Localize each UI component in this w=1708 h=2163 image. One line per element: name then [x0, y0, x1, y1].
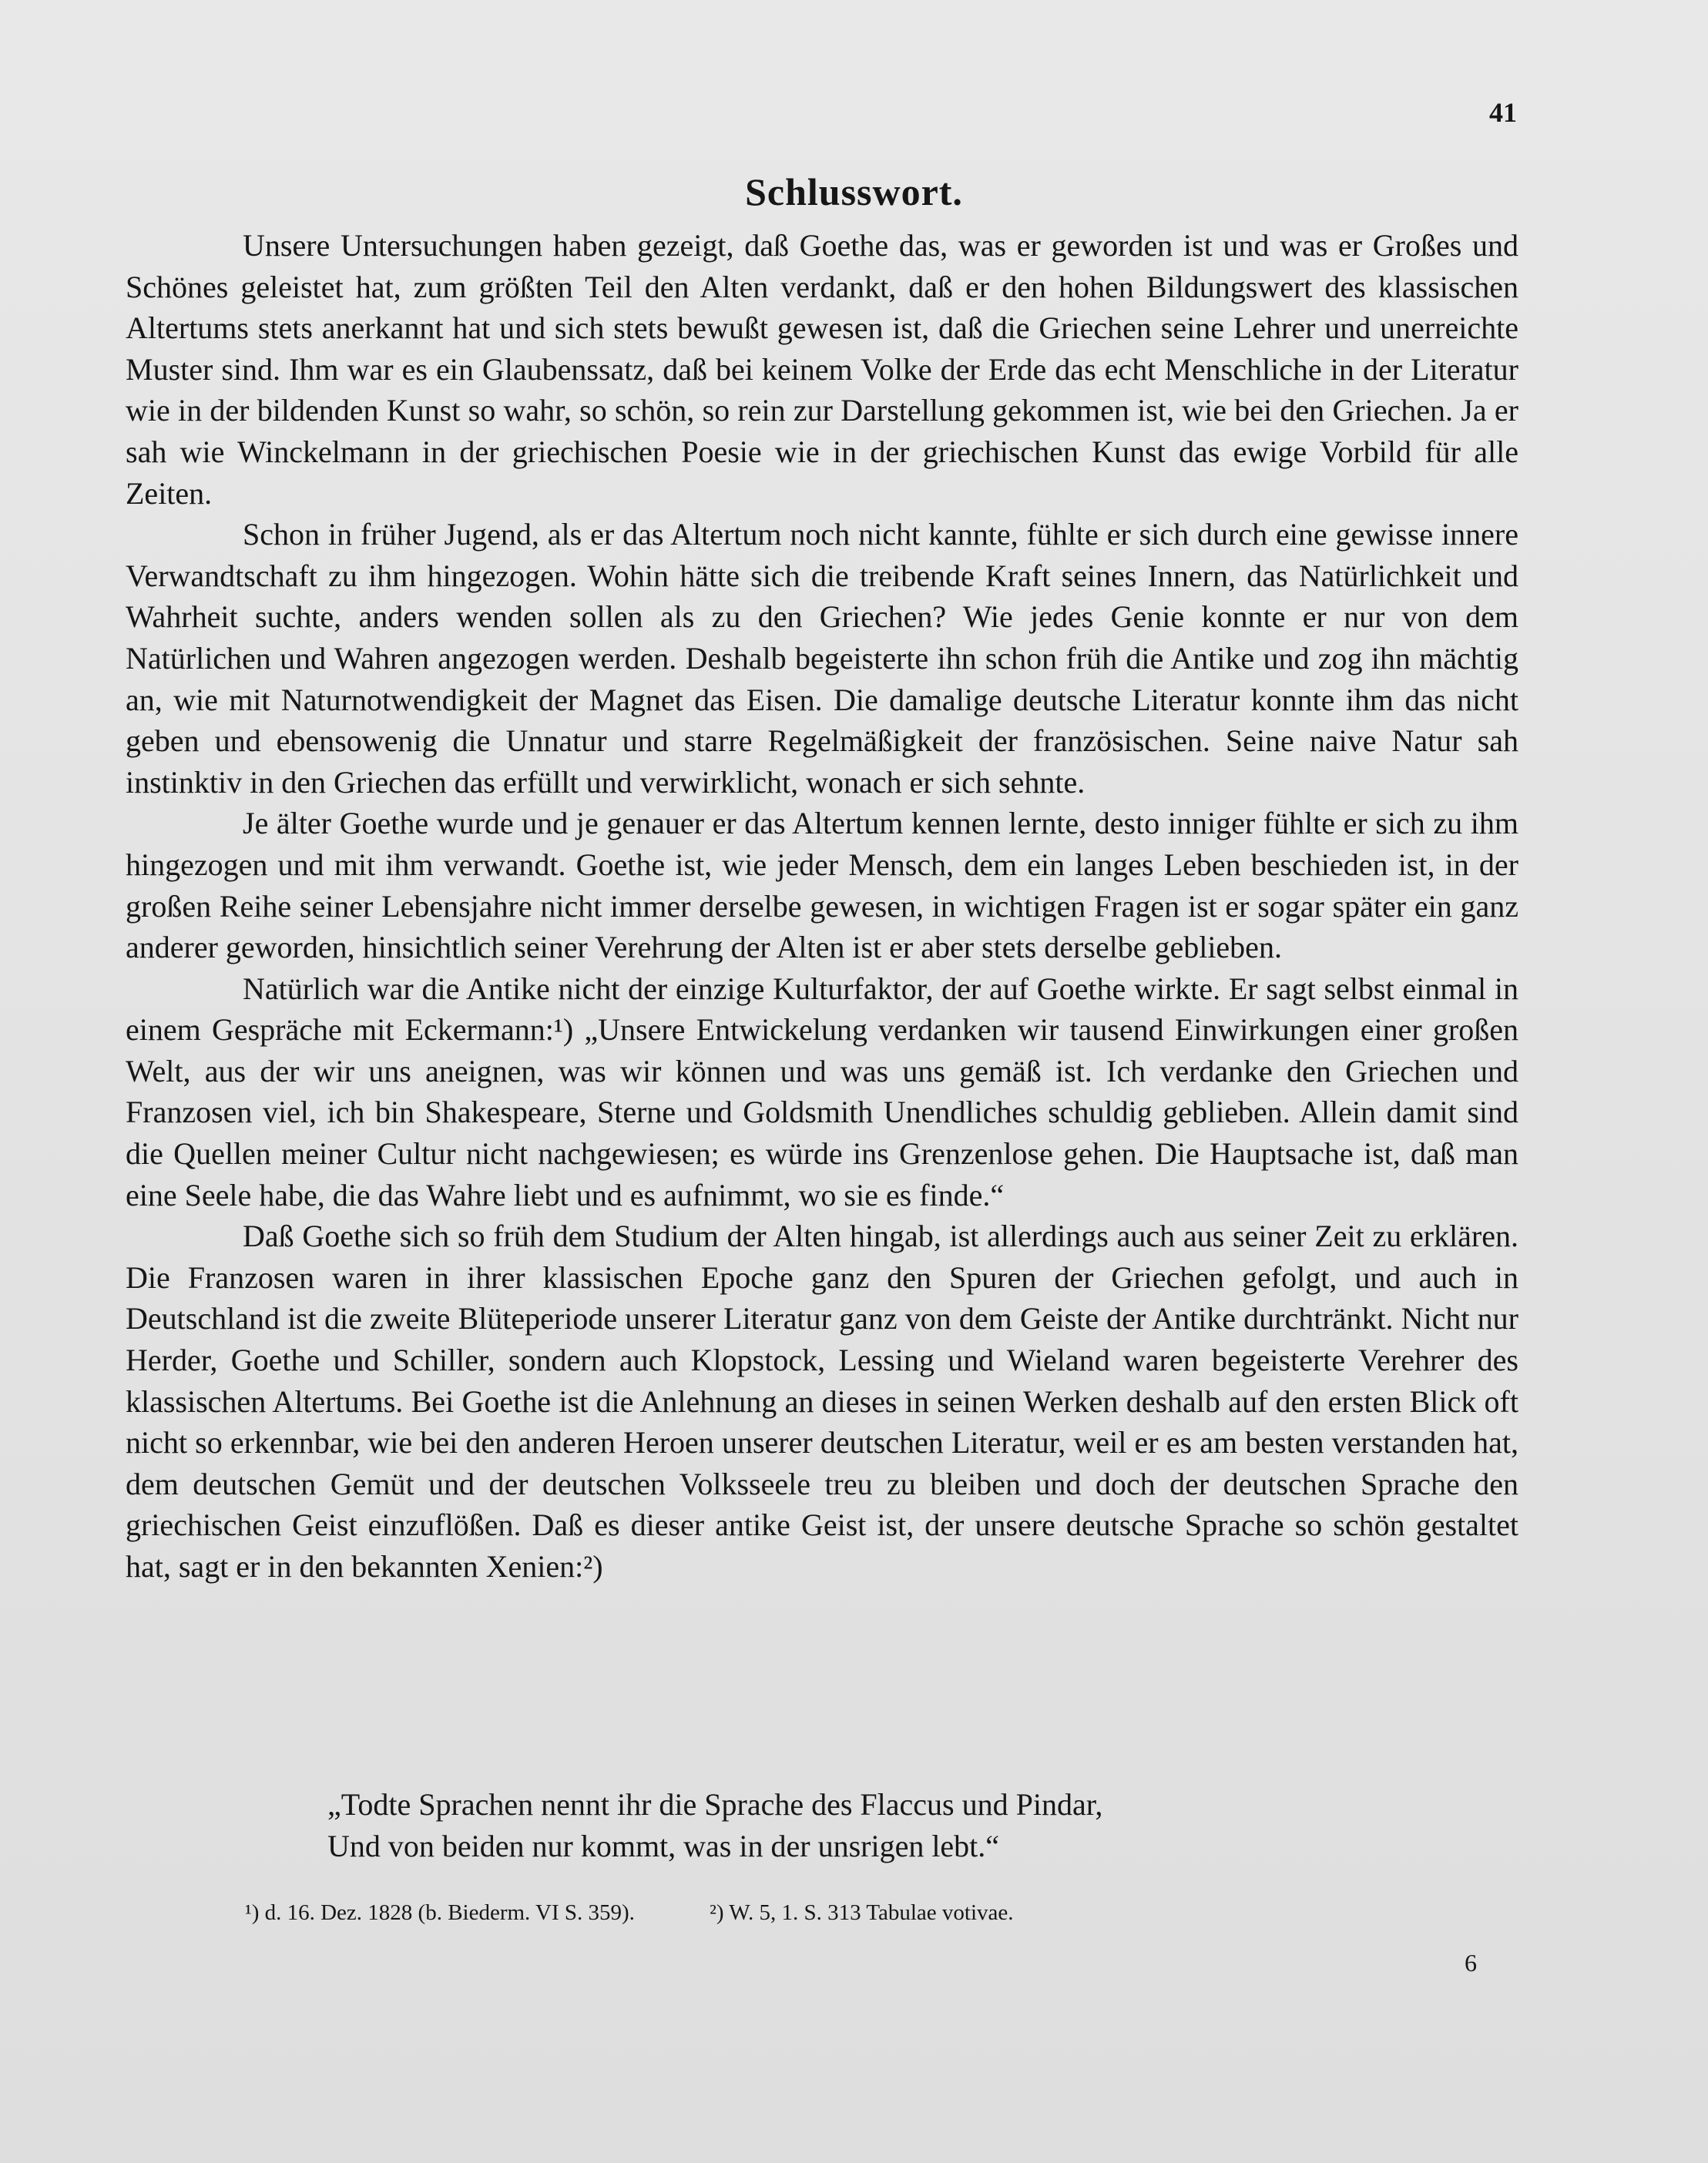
- body-text: [126, 225, 1518, 1588]
- paragraph-5: Daß Goethe sich so früh dem Studium der Alten hingab, ist allerdings auch aus seiner Zeit zu erklären. Die Franzosen waren in ihrer klassischen Epoche ganz den Spuren der Griechen gefolgt, und auch in Deutschland ist die zweite Blüteperiode unserer Literatur ganz von dem Geiste der Antike durchtränkt. Nicht nur Herder, Goethe und Schiller, sondern auch Klopstock, Lessing und Wieland waren begeisterte Verehrer des klassischen Altertums. Bei Goethe ist die Anlehnung an dieses in seinen Werken deshalb auf den ersten Blick oft nicht so erkennbar, wie bei den anderen Heroen unserer deutschen Literatur, weil er es am besten verstanden hat, dem deutschen Gemüt und der deutschen Volksseele treu zu bleiben und doch der deutschen Sprache den griechischen Geist einzuflößen. Daß es dieser antike Geist ist, der unsere deutsche Sprache so schön gestaltet hat, sagt er in den bekannten Xenien:²): [126, 1219, 1518, 1584]
- signature-mark: 6: [1465, 1949, 1477, 1977]
- paragraph-4: Natürlich war die Antike nicht der einzige Kulturfaktor, der auf Goethe wirkte. Er sagt selbst einmal in einem Gespräche mit Eckermann:¹) „Unsere Entwickelung verdanken wir tausend Einwirkungen einer großen Welt, aus der wir uns aneignen, was wir können und was uns gemäß ist. Ich verdanke den Griechen und Franzosen viel, ich bin Shakespeare, Sterne und Goldsmith Unendliches schuldig geblieben. Allein damit sind die Quellen meiner Cultur nicht nachgewiesen; es würde ins Grenzenlose gehen. Die Hauptsache ist, daß man eine Seele habe, die das Wahre liebt und es aufnimmt, wo sie es finde.“: [126, 971, 1518, 1212]
- footnotes: [245, 1900, 1555, 1926]
- paragraph-2: Schon in früher Jugend, als er das Altertum noch nicht kannte, fühlte er sich durch eine gewisse innere Verwandtschaft zu ihm hingezogen. Wohin hätte sich die treibende Kraft seines Innern, das Natürlichkeit und Wahrheit suchte, anders wenden sollen als zu den Griechen? Wie jedes Genie konnte er nur von dem Natürlichen und Wahren angezogen werden. Deshalb begeisterte ihn schon früh die Antike und zog ihn mächtig an, wie mit Naturnotwendigkeit der Magnet das Eisen. Die damalige deutsche Literatur konnte ihm das nicht geben und ebensowenig die Unnatur und starre Regelmäßigkeit der französischen. Seine naive Natur sah instinktiv in den Griechen das erfüllt und verwirklicht, wonach er sich sehnte.: [126, 517, 1518, 800]
- footnote-1: ¹) d. 16. Dez. 1828 (b. Biederm. VI S. 359).: [245, 1900, 635, 1925]
- paragraph-1: Unsere Untersuchungen haben gezeigt, daß Goethe das, was er geworden ist und was er Großes und Schönes geleistet hat, zum größten Teil den Alten verdankt, daß er den hohen Bildungswert des klassischen Altertums stets anerkannt hat und sich stets bewußt gewesen ist, daß die Griechen seine Lehrer und unerreichte Muster sind. Ihm war es ein Glaubenssatz, daß bei keinem Volke der Erde das echt Menschliche in der Literatur wie in der bildenden Kunst so wahr, so schön, so rein zur Darstellung gekommen ist, wie bei den Griechen. Ja er sah wie Winckelmann in der griechischen Poesie wie in der griechischen Kunst das ewige Vorbild für alle Zeiten.: [126, 228, 1518, 511]
- verse-line-1: „Todte Sprachen nennt ihr die Sprache des Flaccus und Pindar,: [327, 1787, 1103, 1822]
- verse-quote: [327, 1784, 1483, 1867]
- page-number: 41: [1489, 97, 1517, 128]
- verse-line-2: Und von beiden nur kommt, was in der unsrigen lebt.“: [327, 1829, 1000, 1863]
- footnote-2: ²) W. 5, 1. S. 313 Tabulae votivae.: [710, 1900, 1014, 1925]
- paragraph-3: Je älter Goethe wurde und je genauer er das Altertum kennen lernte, desto inniger fühlte er sich zu ihm hingezogen und mit ihm verwandt. Goethe ist, wie jeder Mensch, dem ein langes Leben beschieden ist, in der großen Reihe seiner Lebensjahre nicht immer derselbe gewesen, in wichtigen Fragen ist er sogar später ein ganz anderer geworden, hinsichtlich seiner Verehrung der Alten ist er aber stets derselbe geblieben.: [126, 806, 1518, 965]
- chapter-heading: Schlusswort.: [745, 170, 963, 213]
